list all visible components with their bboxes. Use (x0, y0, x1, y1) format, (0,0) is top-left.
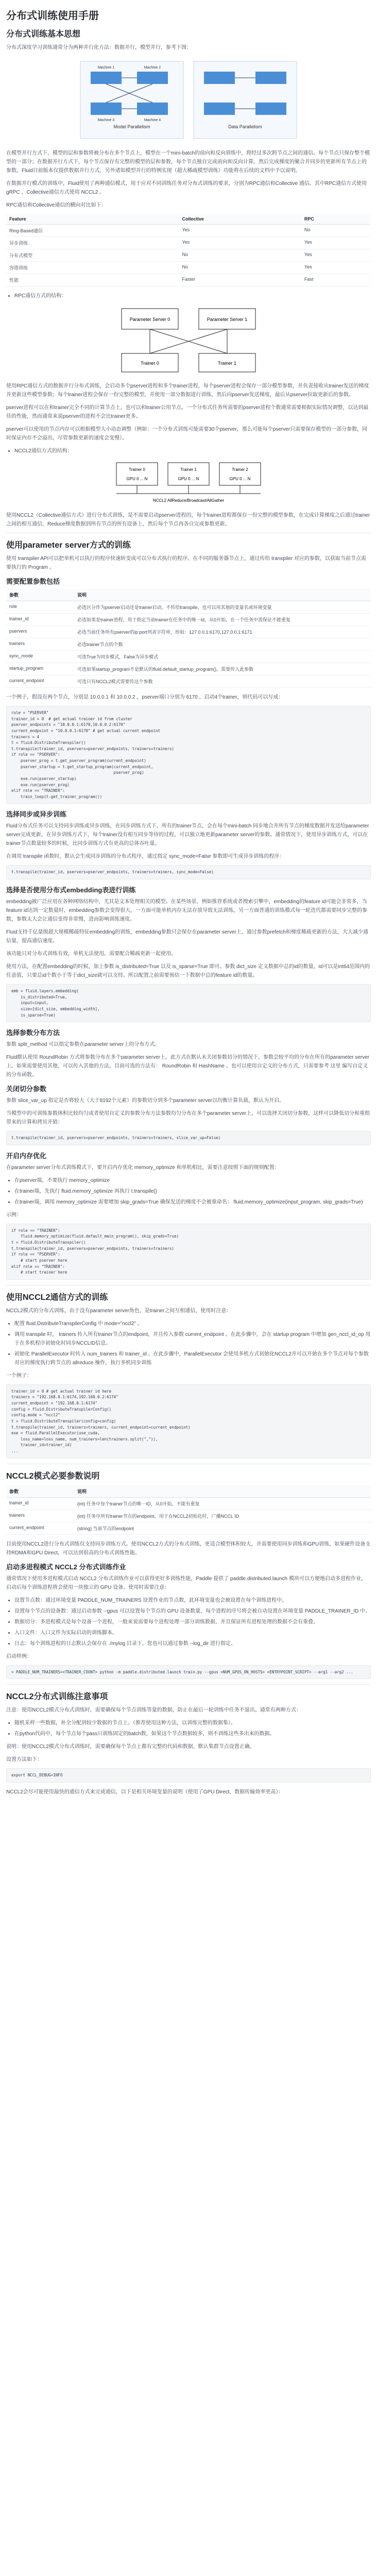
mp-machine-1 (91, 72, 122, 84)
subheading: 需要配置参数包括 (6, 578, 60, 585)
cell: trainers (6, 638, 74, 651)
list-item: • 调用 transpile 时， trainers 传入所有trainer节点的endpoint，并且传入参数 current_endpoint 。在此步骤中，会在 startup program 中增加 gen_nccl_id_op 用于在多机程序初始化时同步NCCLID信息。 (14, 1330, 371, 1348)
cell: 必选当前任务所有pserver的ip:port列表字符串，形如：127.0.0.1:6170,127.0.0.1:6171 (74, 626, 371, 638)
section-heading-nccl2-notes: NCCL2分布式训练注意事项 (6, 1692, 108, 1702)
bullet-list (6, 447, 371, 455)
list-item: • 随机采样一些数据，补全分配到较少数据的节点上。（推荐使用这种方法，以训练完整的数据集）。 (14, 1719, 371, 1727)
cell: (int) 任务中所有trainer节点的endpoint，用于在NCCL2初始化时，广播NCCL ID (74, 1510, 371, 1522)
list-item: • 配置 fluid.DistributeTranspilerConfig 中 mode="nccl2" 。 (14, 1319, 371, 1328)
table-header: Collective (179, 214, 301, 225)
paragraph: NCCL2会尽可能使用最快的通信方式来完成通信，以下是相关环境变量的说明（使用了GPU Direct，数据传输效率更高）： (6, 1789, 284, 1795)
paragraph: embedding被广泛应用在各种网络结构中，尤其是文本处理相关的模型。在某些场景，例如推荐系统或者搜索引擎中，embedding的feature id可能会非常多，当feature id达到一定数量时，embedding参数会变得很大，一方面可能单机内存无法存放导致无法训练，另一方面普通的训练模式每一轮迭代都需要同步完整的参数，参数太大会让通信变得非常慢，进而影响训练速度。 (6, 899, 368, 922)
code-block[interactable]: t.transpile(trainer_id, pservers=pserver_endpoints, trainers=trainers, slice_var_up=False) (6, 1131, 371, 1145)
dp-machine-1 (204, 72, 235, 84)
table-row (6, 663, 371, 675)
table-row (6, 225, 371, 237)
m3-label: Machine 3 (97, 118, 115, 122)
cell: Yes (301, 262, 371, 274)
paragraph: 使用NCCL2（Collective通信方式）进行分布式训练，是不需要启动pserver进程的，每个trainer进程都保存一份完整的模型参数，在完成计算梯度之后通过trainer之间的相互通信，Reduce梯度数据到所有节点的所有设备上，然后每个节点再各自完成参数更新。 (6, 513, 370, 527)
document-content (6, 0, 371, 1801)
paragraph: 该功能只对分布式训练有效，单机无法使用。需要配合稀疏更新一起使用。 (6, 951, 176, 957)
paragraph: 示例： (6, 1212, 22, 1218)
cell: Ring-Based通信 (6, 225, 179, 237)
list-item: • 在trainer端，调用 memory_optimize 需要增加 skip_grads=True 确保发送的梯度不会被重命名： fluid.memory_optimize(input_program, skip_grads=True) (14, 1198, 371, 1207)
cell: (int) 任务中每个trainer节点的唯一ID，从0开始，不能有重复 (74, 1497, 371, 1510)
cell: 可选True为同步模式，False为异步模式 (74, 651, 371, 663)
mp-machine-2 (137, 72, 168, 84)
list-item: • 在trainer端，先执行 fluid.memory_optimize 再执行 t.transpile() (14, 1187, 371, 1196)
cell: 分布式模型 (6, 249, 179, 262)
paragraph: 一个例子，假设有两个节点，分别是 10.0.0.1 和 10.0.0.2 ，pserver端口分别为 6170 ，启动4个trainer，则代码可以写成： (6, 694, 284, 700)
cell: No (301, 225, 371, 237)
list-item: • 设置节点数：通过环境变量 PADDLE_NUM_TRAINERS 设置作业的节点数，此环境变量也会被设置在每个训练进程中。 (14, 1596, 371, 1605)
cell: trainer_id (6, 614, 74, 626)
paragraph: 使用 transpiler API可以把单机可以执行的程序快速转变成可以分布式执行的程序。在不同的服务器节点上，通过传给 transpiler 对应的参数，以获取当前节点需要执行的 Program 。 (6, 556, 366, 570)
paragraph: Fluid分布式任务可以支持同步训练或异步训练，在同步训练方式下，所有的trainer节点，会在每个mini-batch 同步地合并所有节点的梯度数据并发送给parameter server完成更新，在异步训练方式下，每个trainer没有相互同步等待的过程，可以独立地更新parameter server的参数。通常情况下，使用异步训练方式，可以在trainer节点数量较多的时候，比同步训练方式有更高的总体吞吐量。 (6, 823, 369, 847)
table-row (6, 638, 371, 651)
paragraph: 设置方法如下： (6, 1757, 42, 1763)
comparison-table (6, 214, 371, 286)
list-item: • NCCL2通信方式的结构： (14, 447, 371, 455)
mp-machine-3 (91, 103, 122, 115)
list-item: • 日志：每个训练进程的日志默认会保存在 ./mylog 目录下，您也可以通过参数 --log_dir 进行指定。 (14, 1639, 371, 1648)
list-item: • 数据切分：多进程模式是每个设备一个进程，一般来说需要每个进程处理一部分训练数据，并且保证所有进程处理的数据不会有重叠。 (14, 1618, 371, 1626)
table-row (6, 1510, 371, 1522)
subheading: 关闭切分参数 (6, 1085, 47, 1093)
cell: Faster (179, 274, 301, 286)
nccl-t1-label: Trainer 1 (180, 467, 197, 472)
paragraph: pserver可以使用的节点内存可以根据模型大小动态调整（例如：一个分布式训练可能需要30个pserver，那么可能每个pserver只需要保存模型的一部分参数，同时保证内存不会溢出，尽管参数更新的速度会变慢）。 (6, 427, 368, 441)
table-row (6, 1497, 371, 1510)
table-header: 说明 (74, 589, 371, 601)
table-row (6, 614, 371, 626)
parallelism-figure (6, 56, 371, 144)
section-heading-nccl2-params: NCCL2模式必要参数说明 (6, 1471, 100, 1481)
nccl-trainer-1 (168, 463, 209, 485)
t0-label: Trainer 0 (141, 361, 159, 366)
table-header: RPC (301, 214, 371, 225)
nccl-t0-label: Trainer 0 (129, 467, 145, 472)
list-item: • 入口文件：入口文件为实际启动的训练脚本。 (14, 1629, 371, 1637)
section-heading-pserver: 使用parameter server方式的训练 (6, 541, 131, 550)
t1-label: Trainer 1 (218, 361, 236, 366)
nccl-g2-label: GPU 0 ... N (229, 477, 251, 481)
paragraph: 参数 split_method 可以指定参数在parameter server上的分布方式。 (6, 1042, 160, 1048)
table-header: 参数 (6, 589, 74, 601)
code-block[interactable]: role = "PSERVER" trainer_id = 0 # get actual trainer id from cluster pserver_endpoints = "10.0.0.1:6170,10.0.0.2:6170" current_endpoint = "10.0.0.1:6170" # get actual current endpoint trainers = 4 t = fluid.DistributeTranspiler() t.transpile(trainer_id, pservers=pserver_endpoints, trainers=trainers) if role == "PSERVER": pserver_prog = t.get_pserver_program(current_endpoint) pserver_startup = t.get_startup_program(current_endpoint, pserver_prog) exe.run(pserver_startup) exe.run(pserver_prog) elif role == "TRAINER": train_loop(t.get_trainer_program()) (6, 706, 371, 804)
table-row (6, 1522, 371, 1534)
table-row (6, 601, 371, 614)
paragraph: Fluid默认使用 RoundRobin 方式将参数分布在多个parameter server上。此方式在默认未关闭参数切分的情况下，参数会较平均的分布在所有的parameter server上。如果需要使用其他，可以传入其他的方法，目前可选的方法有： RoundRobin 和 HashName 。也可以使用自定义的分布方式，只需要参考 这里 编写自定义的分布函数。 (6, 1055, 370, 1078)
cell: 可选只有NCCL2模式需要传这个参数 (74, 675, 371, 688)
paragraph: 分布式深度学习训练通常分为两种并行化方法：数据并行，模型并行，参考下图： (6, 45, 192, 50)
paragraph: 使用方法，在配置embedding的时候，加上参数 is_distributed=True 以及 is_sparse=True 即可。参数 dict_size 定义数据中总的id的数量，id可以是int64范围内的任意值，只要总id个数小于等于dict_size就可以支持。所以配置之前需要预估一下数据中总的feature id的数量。 (6, 964, 370, 978)
mp-machine-4 (137, 103, 168, 115)
bullet-list (6, 292, 371, 300)
table-row (6, 262, 371, 274)
nccl-param-table (6, 1485, 371, 1535)
table-row (6, 651, 371, 663)
code-block[interactable]: > PADDLE_NUM_TRAINERS=<TRAINER_COUNT> python -m paddle.distributed.launch train.py --gpus <NUM_GPUS_ON_HOSTS> <ENTRYPOINT_SCRIPT> --arg1 --arg2 ... (6, 1665, 371, 1680)
paragraph: NCCL2模式的分布式训练，由于没有parameter server角色，是trainer之间互相通信，使用时注意： (6, 1308, 232, 1314)
parallelism-diagram (75, 56, 302, 144)
dp-machine-2 (255, 72, 286, 84)
cell: sync_mode (6, 651, 74, 663)
list-item: • 在python代码中，每个节点每个pass只训练固定的batch数，如果这个节点数据较多，则不训练这些多出来的数据。 (14, 1730, 371, 1738)
cell: trainer_id (6, 1497, 74, 1510)
nccl-trainer-2 (219, 463, 261, 485)
paragraph: 在模型并行方式下，模型的层和参数将被分布在多个节点上，模型在一个mini-batch的前向和反向训练中，将经过多次跨节点之间的通信。每个节点只保存整个模型的一部分；在数据并行方式下，每个节点保存有完整的模型的层和参数，每个节点独自完成前向和反向计算，然后完成梯度的聚合并同步的更新所有节点上的参数。Fluid目前版本仅提供数据并行方式，另外诸如模型并行的特例实现（超大稀疏模型训练）功能将在后续的文档中予以说明。 (6, 150, 370, 174)
section-heading-basics: 分布式训练基本思想 (6, 30, 81, 39)
cell: Fast (301, 274, 371, 286)
subheading: 选择是否使用分布式embedding表进行训练 (6, 886, 136, 894)
code-block[interactable]: trainer_id = 0 # get actual trainer id here trainers = "192.168.0.1:6174,192.168.0.2:6174" current_endpoint = "192.168.0.1:6174" config = fluid.DistributeTranspilerConfig() config.mode = "nccl2" t = fluid.DistributeTranspiler(config=config) t.transpile(trainer_id, trainers=trainers, current_endpoint=current_endpoint) exe = fluid.ParallelExecutor(use_cuda, loss_name=loss_name, num_trainers=len(trainers.split(",")), trainer_id=trainer_id) ... (6, 1384, 371, 1459)
paragraph: Fluid支持千亿量级超大规模稀疏特征embedding的训练，embedding参数只会保存在parameter server上，通过参数prefetch和梯度稀疏更新的方法，大大减少通信量，提高通信速度。 (6, 929, 368, 944)
paragraph: 在parameter server分布式训练模式下，要开启内存优化 memory_optimize 和单机相比，需要注意按照下面的规则配置： (6, 1164, 280, 1171)
paragraph: RPC通信和Collective通信的横向对比如下： (6, 202, 107, 208)
list-item: • RPC通信方式的结构： (14, 292, 371, 300)
bullet-list (6, 1596, 371, 1648)
paragraph: pserver进程可以在和trainer完全不同的计算节点上，也可以和trainer公用节点。一个分布式任务所需要的pserver进程个数通常需要根据实际情况调整，以达到最佳的性能，然而通常来说pserver的进程不会比trainer更多。 (6, 405, 369, 419)
paragraph: 参数 slice_var_up 指定是否将较大（大于8192个元素）的参数切分到多个parameter server以均衡计算负载，默认为开启。 (6, 1098, 285, 1104)
cell: 容错训练 (6, 262, 179, 274)
table-row (6, 237, 371, 249)
cell: current_endpoint (6, 1522, 74, 1534)
nccl-bus-label: NCCL2 AllReduce/Broadcast/AllGather (152, 498, 225, 503)
cell: Yes (301, 237, 371, 249)
paragraph: 在数据并行模式的训练中，Fluid使用了两种通信模式，用于应对不同训练任务对分布式训练的要求，分别为RPC通信和Collective 通信。其中RPC通信方式使用 gRPC ，Collective通信方式使用 NCCL2 。 (6, 181, 367, 195)
section-heading-nccl2: 使用NCCL2通信方式的训练 (6, 1293, 108, 1302)
cell: role (6, 601, 74, 614)
table-header: Feature (6, 214, 179, 225)
nccl-t2-label: Trainer 2 (232, 467, 248, 472)
bullet-list (6, 1176, 371, 1207)
paragraph: 注意：使用NCCL2模式分布式训练时，需要确保每个节点训练等量的数据，防止在最后一轮训练中任务不退出。通常有两种方式： (6, 1707, 301, 1714)
nccl-trainer-0 (116, 463, 158, 485)
ps1-label: Parameter Server 1 (207, 317, 248, 322)
nccl-g1-label: GPU 0 ... N (178, 477, 199, 481)
m2-label: Machine 2 (144, 66, 161, 70)
cell: pservers (6, 626, 74, 638)
cell: 可选如果startup_program不是默认的fluid.default_startup_program()，需要传入此参数 (74, 663, 371, 675)
config-table (6, 589, 371, 688)
paragraph: 说明：使用NCCL2模式分布式训练时，需要确保每个节点上都有完整的代码和数据，默认集群节点设置正确。 (6, 1744, 255, 1750)
table-header: 参数 (6, 1485, 74, 1498)
bullet-list (6, 1719, 371, 1738)
cell: 必选区分作为pserver启动还是trainer启动，不传给transpile，也可以用其他的变量名或环境变量 (74, 601, 371, 614)
code-block[interactable]: if role == "TRAINER": fluid.memory_optimize(fluid.default_main_program(), skip_grads=True) t = fluid.DistributeTranspiler() t.transpile(trainer_id, pservers=pserver_endpoints, trainers=trainers) if role == "PSERVER": # start pserver here elif role == "TRAINER": # start trainer here (6, 1224, 371, 1280)
paragraph: 一个例子： (6, 1372, 32, 1379)
nccl-figure (6, 460, 371, 506)
ps0-label: Parameter Server 0 (129, 317, 170, 322)
bullet-list (6, 1319, 371, 1367)
subheading: 开启内存优化 (6, 1151, 47, 1160)
subheading: 选择参数分布方法 (6, 1029, 60, 1037)
paragraph: 目前使用NCCL2进行分布式训练仅支持同步训练方式。使用NCCL2方式的分布式训练，更适合模型体积较大，并需要使用同步训练和GPU训练，如果硬件设备支持RDMA和GPU Direct，可以达到很高的分布式训练性能。 (6, 1541, 371, 1556)
nccl-diagram (106, 460, 271, 506)
dp-machine-4 (255, 103, 286, 115)
list-item: • 在pserver端，不要执行 memory_optimize (14, 1176, 371, 1185)
paragraph: 在调用 transpile 函数时，默认会生成同步训练的分布式程序，通过指定 sync_mode=False 参数即可生成异步训练的程序： (6, 854, 285, 860)
dp-label: Data Parallelism (228, 124, 262, 129)
table-row (6, 626, 371, 638)
cell: No (179, 249, 301, 262)
code-block[interactable]: t.transpile(trainer_id, pservers=pserver_endpoints, trainers=trainers, sync_mode=False) (6, 865, 371, 879)
rpc-diagram (106, 304, 271, 377)
m1-label: Machine 1 (97, 66, 115, 70)
cell: Yes (179, 225, 301, 237)
code-block[interactable]: export NCCL_DEBUG=INFO (6, 1768, 371, 1783)
cell: current_endpoint (6, 675, 74, 688)
cell: (string) 当前节点的endpoint (74, 1522, 371, 1534)
paragraph: 启动样例： (6, 1653, 32, 1659)
nccl-g0-label: GPU 0 ... N (126, 477, 148, 481)
dp-machine-3 (204, 103, 235, 115)
cell: 必选如果是trainer进程，用于指定当前trainer在任务中的唯一id，从0开始，在一个任务中需保证不能重复 (74, 614, 371, 626)
cell: trainers (6, 1510, 74, 1522)
mp-label: Model Parallelism (113, 124, 150, 129)
subheading: 选择同步或异步训练 (6, 810, 67, 819)
table-row (6, 249, 371, 262)
cell: Yes (179, 237, 301, 249)
cell: No (179, 262, 301, 274)
cell: Yes (301, 249, 371, 262)
list-item: • 设置每个节点的设备数：通过启动参数 --gpus 可以设置每个节点的 GPU 设备数量，每个进程的序号将会被自动设置在环境变量 PADDLE_TRAINER_ID 中。 (14, 1607, 371, 1616)
paragraph: 使用RPC通信方式的数据并行分布式训练，会启动多个pserver进程和多个trainer进程，每个pserver进程会保存一部分模型参数，并负责接收从trainer发送的梯度并更新这些模型参数；每个trainer进程会保存一份完整的模型，并使用一部分数据进行训练，然后向pserver发送梯度，最后从pserver拉取更新后的参数。 (6, 383, 369, 398)
cell: 必选trainer节点的个数 (74, 638, 371, 651)
cell: 异步训练 (6, 237, 179, 249)
cell: 性能 (6, 274, 179, 286)
table-row (6, 274, 371, 286)
divider (6, 1684, 371, 1685)
page-title: 分布式训练使用手册 (6, 10, 99, 22)
rpc-figure (6, 304, 371, 377)
cell: startup_program (6, 663, 74, 675)
paragraph: 通常情况下使用多进程模式启动 NCCL2 分布式训练作业可以获得更好多训练性能，Paddle 提供了 paddle.distributed.launch 模块可以方便地启动多进程作业，启动后每个训练进程将会使用一块独立的 GPU 设备。使用时需要注意： (6, 1575, 367, 1590)
paragraph: 当模型中的可训练参数体积比较均匀或者使用自定义的参数分布方法参数均匀分布在多个parameter server上，可以选择关闭切分参数，这样可以降低切分和重组带来的计算和拷贝开销： (6, 1111, 370, 1126)
table-header: 说明 (74, 1485, 371, 1498)
list-item: • 初始化 ParallelExecutor 时传入 num_trainers 和 trainer_id 。在此步骤中，ParallelExecutor 会使用多机方式初始化NCCL2并可以开始在多个节点对每个参数对应的梯度执行跨节点的 allreduce 操作，执行多机同步训练 (14, 1350, 371, 1367)
m4-label: Machine 4 (144, 118, 161, 122)
code-block[interactable]: emb = fluid.layers.embedding( is_distributed=True, input=input, size=[dict_size, embedding_width], is_sparse=True) (6, 984, 371, 1022)
subheading: 启动多进程模式 NCCL2 分布式训练作业 (6, 1563, 126, 1571)
table-row (6, 675, 371, 688)
